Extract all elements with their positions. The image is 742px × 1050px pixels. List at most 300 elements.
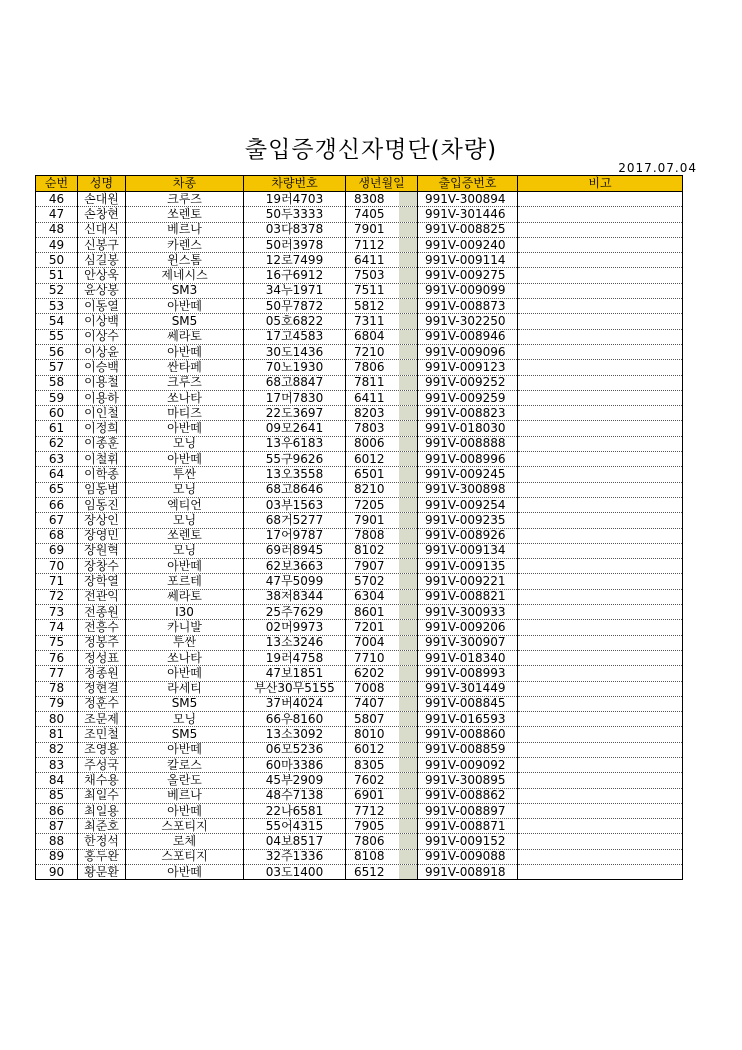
- cell-remarks: [518, 375, 683, 390]
- cell-name: 홍두완: [78, 849, 126, 864]
- cell-car-model: 베르나: [126, 788, 244, 803]
- cell-car-model: 스포티지: [126, 849, 244, 864]
- cell-birthdate: 8601: [346, 605, 418, 620]
- table-row: [36, 329, 683, 344]
- cell-seq: 82: [36, 742, 78, 757]
- cell-remarks: [518, 421, 683, 436]
- cell-remarks: [518, 390, 683, 405]
- table-row: [36, 712, 683, 727]
- cell-birthdate: 8210: [346, 482, 418, 497]
- cell-car-model: 올란도: [126, 773, 244, 788]
- cell-plate-number: 38저8344: [244, 589, 346, 604]
- header-name: 성명: [78, 176, 126, 192]
- cell-seq: 83: [36, 757, 78, 772]
- cell-plate-number: 50러3978: [244, 237, 346, 252]
- cell-birthdate: 7806: [346, 360, 418, 375]
- cell-pass-number: 991V-008825: [418, 222, 518, 237]
- cell-birthdate: 7112: [346, 237, 418, 252]
- cell-name: 한정석: [78, 834, 126, 849]
- cell-birthdate: 7803: [346, 421, 418, 436]
- cell-pass-number: 991V-018030: [418, 421, 518, 436]
- cell-birthdate: 5807: [346, 712, 418, 727]
- cell-plate-number: 12로7499: [244, 253, 346, 268]
- table-row: [36, 467, 683, 482]
- cell-pass-number: 991V-008859: [418, 742, 518, 757]
- cell-plate-number: 25주7629: [244, 605, 346, 620]
- cell-birthdate: 5812: [346, 299, 418, 314]
- cell-name: 정봉주: [78, 635, 126, 650]
- cell-name: 이용철: [78, 375, 126, 390]
- cell-name: 채수용: [78, 773, 126, 788]
- table-row: [36, 574, 683, 589]
- table-row: [36, 803, 683, 818]
- table-header-row: [36, 176, 683, 192]
- cell-car-model: 칼로스: [126, 757, 244, 772]
- cell-birthdate: 6804: [346, 329, 418, 344]
- cell-pass-number: 991V-009092: [418, 757, 518, 772]
- cell-birthdate: 7907: [346, 559, 418, 574]
- cell-name: 신봉구: [78, 237, 126, 252]
- cell-car-model: 아반떼: [126, 803, 244, 818]
- table-row: [36, 528, 683, 543]
- cell-name: 이동열: [78, 299, 126, 314]
- cell-seq: 55: [36, 329, 78, 344]
- cell-name: 장원혁: [78, 543, 126, 558]
- table-row: [36, 635, 683, 650]
- cell-seq: 72: [36, 589, 78, 604]
- cell-pass-number: 991V-009099: [418, 283, 518, 298]
- cell-birthdate: 7008: [346, 681, 418, 696]
- cell-remarks: [518, 712, 683, 727]
- cell-pass-number: 991V-008897: [418, 803, 518, 818]
- document-title: 출입증갱신자명단(차량): [244, 137, 498, 163]
- cell-seq: 84: [36, 773, 78, 788]
- table-row: [36, 283, 683, 298]
- cell-birthdate: 7712: [346, 803, 418, 818]
- cell-car-model: SM5: [126, 696, 244, 711]
- table-row: [36, 207, 683, 222]
- cell-car-model: 카니발: [126, 620, 244, 635]
- cell-pass-number: 991V-009152: [418, 834, 518, 849]
- cell-plate-number: 55구9626: [244, 452, 346, 467]
- cell-remarks: [518, 849, 683, 864]
- cell-remarks: [518, 650, 683, 665]
- cell-remarks: [518, 497, 683, 512]
- cell-car-model: 마티즈: [126, 406, 244, 421]
- table-row: [36, 834, 683, 849]
- cell-pass-number: 991V-008871: [418, 819, 518, 834]
- cell-seq: 57: [36, 360, 78, 375]
- cell-remarks: [518, 406, 683, 421]
- table-row: [36, 788, 683, 803]
- cell-plate-number: 50두3333: [244, 207, 346, 222]
- cell-car-model: 쎄라토: [126, 589, 244, 604]
- cell-seq: 56: [36, 344, 78, 359]
- cell-remarks: [518, 299, 683, 314]
- table-row: [36, 299, 683, 314]
- cell-birthdate: 8308: [346, 192, 418, 207]
- table-row: [36, 482, 683, 497]
- cell-birthdate: 7210: [346, 344, 418, 359]
- cell-seq: 85: [36, 788, 78, 803]
- cell-birthdate: 8010: [346, 727, 418, 742]
- cell-pass-number: 991V-009252: [418, 375, 518, 390]
- cell-pass-number: 991V-009134: [418, 543, 518, 558]
- cell-birthdate: 6512: [346, 865, 418, 880]
- cell-name: 이상백: [78, 314, 126, 329]
- cell-plate-number: 13소3246: [244, 635, 346, 650]
- cell-car-model: 아반떼: [126, 666, 244, 681]
- cell-seq: 71: [36, 574, 78, 589]
- cell-pass-number: 991V-009123: [418, 360, 518, 375]
- cell-remarks: [518, 696, 683, 711]
- table-row: [36, 742, 683, 757]
- cell-plate-number: 60마3386: [244, 757, 346, 772]
- cell-seq: 67: [36, 513, 78, 528]
- cell-remarks: [518, 192, 683, 207]
- cell-name: 정훈수: [78, 696, 126, 711]
- cell-name: 이정희: [78, 421, 126, 436]
- cell-plate-number: 06모5236: [244, 742, 346, 757]
- cell-birthdate: 7503: [346, 268, 418, 283]
- cell-seq: 75: [36, 635, 78, 650]
- cell-car-model: 포르테: [126, 574, 244, 589]
- cell-name: 신대식: [78, 222, 126, 237]
- cell-birthdate: 7811: [346, 375, 418, 390]
- cell-remarks: [518, 574, 683, 589]
- table-row: [36, 237, 683, 252]
- cell-plate-number: 17머7830: [244, 390, 346, 405]
- table-row: [36, 819, 683, 834]
- cell-name: 정성표: [78, 650, 126, 665]
- cell-birthdate: 7405: [346, 207, 418, 222]
- table-row: [36, 696, 683, 711]
- cell-plate-number: 68고8847: [244, 375, 346, 390]
- document-date: 2017.07.04: [618, 161, 697, 175]
- cell-remarks: [518, 803, 683, 818]
- cell-name: 조문제: [78, 712, 126, 727]
- cell-birthdate: 7004: [346, 635, 418, 650]
- cell-plate-number: 37버4024: [244, 696, 346, 711]
- cell-pass-number: 991V-008873: [418, 299, 518, 314]
- table-row: [36, 589, 683, 604]
- table-row: [36, 452, 683, 467]
- cell-pass-number: 991V-300898: [418, 482, 518, 497]
- cell-birthdate: 6304: [346, 589, 418, 604]
- table-row: [36, 773, 683, 788]
- cell-plate-number: 03도1400: [244, 865, 346, 880]
- header-remarks: 비고: [518, 176, 683, 192]
- cell-plate-number: 34누1971: [244, 283, 346, 298]
- cell-car-model: 엑티언: [126, 497, 244, 512]
- cell-birthdate: 7205: [346, 497, 418, 512]
- cell-plate-number: 16구6912: [244, 268, 346, 283]
- cell-name: 장학열: [78, 574, 126, 589]
- table-row: [36, 390, 683, 405]
- cell-remarks: [518, 452, 683, 467]
- cell-car-model: 스포티지: [126, 819, 244, 834]
- cell-remarks: [518, 436, 683, 451]
- cell-remarks: [518, 513, 683, 528]
- cell-seq: 64: [36, 467, 78, 482]
- cell-name: 전종원: [78, 605, 126, 620]
- cell-seq: 86: [36, 803, 78, 818]
- cell-car-model: 아반떼: [126, 299, 244, 314]
- table-row: [36, 268, 683, 283]
- cell-pass-number: 991V-009235: [418, 513, 518, 528]
- cell-name: 황문환: [78, 865, 126, 880]
- cell-plate-number: 부산30무5155: [244, 681, 346, 696]
- table-row: [36, 314, 683, 329]
- cell-pass-number: 991V-008888: [418, 436, 518, 451]
- cell-name: 이승백: [78, 360, 126, 375]
- cell-plate-number: 45부2909: [244, 773, 346, 788]
- cell-car-model: 쏘나타: [126, 650, 244, 665]
- cell-name: 전관익: [78, 589, 126, 604]
- table-row: [36, 421, 683, 436]
- cell-remarks: [518, 314, 683, 329]
- cell-seq: 69: [36, 543, 78, 558]
- cell-name: 장상인: [78, 513, 126, 528]
- table-row: [36, 344, 683, 359]
- table-row: [36, 513, 683, 528]
- cell-pass-number: 991V-009254: [418, 497, 518, 512]
- cell-seq: 54: [36, 314, 78, 329]
- cell-plate-number: 13오3558: [244, 467, 346, 482]
- cell-name: 손창현: [78, 207, 126, 222]
- cell-birthdate: 8203: [346, 406, 418, 421]
- cell-seq: 62: [36, 436, 78, 451]
- cell-car-model: 카렌스: [126, 237, 244, 252]
- cell-name: 이학종: [78, 467, 126, 482]
- cell-seq: 65: [36, 482, 78, 497]
- cell-birthdate: 7311: [346, 314, 418, 329]
- cell-birthdate: 7806: [346, 834, 418, 849]
- cell-birthdate: 8305: [346, 757, 418, 772]
- cell-birthdate: 7901: [346, 222, 418, 237]
- cell-car-model: 제네시스: [126, 268, 244, 283]
- cell-plate-number: 19러4703: [244, 192, 346, 207]
- header-car-model: 차종: [126, 176, 244, 192]
- cell-name: 안상욱: [78, 268, 126, 283]
- cell-remarks: [518, 834, 683, 849]
- header-plate-number: 차량번호: [244, 176, 346, 192]
- cell-plate-number: 55어4315: [244, 819, 346, 834]
- cell-car-model: 쏘나타: [126, 390, 244, 405]
- cell-birthdate: 6411: [346, 253, 418, 268]
- cell-pass-number: 991V-009114: [418, 253, 518, 268]
- table-row: [36, 727, 683, 742]
- cell-pass-number: 991V-008860: [418, 727, 518, 742]
- cell-pass-number: 991V-008821: [418, 589, 518, 604]
- cell-car-model: 모닝: [126, 436, 244, 451]
- cell-plate-number: 32주1336: [244, 849, 346, 864]
- cell-plate-number: 62보3663: [244, 559, 346, 574]
- cell-name: 주성국: [78, 757, 126, 772]
- cell-seq: 90: [36, 865, 78, 880]
- cell-car-model: 쏘렌토: [126, 528, 244, 543]
- table-row: [36, 666, 683, 681]
- cell-seq: 89: [36, 849, 78, 864]
- cell-remarks: [518, 559, 683, 574]
- cell-car-model: 베르나: [126, 222, 244, 237]
- table-row: [36, 360, 683, 375]
- cell-car-model: 쏘렌토: [126, 207, 244, 222]
- cell-name: 손대원: [78, 192, 126, 207]
- cell-car-model: 모닝: [126, 712, 244, 727]
- cell-birthdate: 7201: [346, 620, 418, 635]
- cell-name: 이상윤: [78, 344, 126, 359]
- table-row: [36, 757, 683, 772]
- cell-birthdate: 7901: [346, 513, 418, 528]
- cell-car-model: 윈스톰: [126, 253, 244, 268]
- cell-pass-number: 991V-300933: [418, 605, 518, 620]
- cell-pass-number: 991V-301446: [418, 207, 518, 222]
- cell-plate-number: 70노1930: [244, 360, 346, 375]
- cell-birthdate: 8102: [346, 543, 418, 558]
- cell-pass-number: 991V-008993: [418, 666, 518, 681]
- table-row: [36, 605, 683, 620]
- cell-plate-number: 05호6822: [244, 314, 346, 329]
- cell-seq: 73: [36, 605, 78, 620]
- cell-remarks: [518, 253, 683, 268]
- cell-car-model: 싼타페: [126, 360, 244, 375]
- cell-remarks: [518, 329, 683, 344]
- cell-pass-number: 991V-009275: [418, 268, 518, 283]
- cell-remarks: [518, 207, 683, 222]
- cell-remarks: [518, 681, 683, 696]
- cell-seq: 66: [36, 497, 78, 512]
- cell-remarks: [518, 666, 683, 681]
- cell-remarks: [518, 467, 683, 482]
- cell-seq: 60: [36, 406, 78, 421]
- cell-car-model: 아반떼: [126, 344, 244, 359]
- cell-car-model: 아반떼: [126, 421, 244, 436]
- cell-seq: 81: [36, 727, 78, 742]
- cell-remarks: [518, 865, 683, 880]
- cell-car-model: 모닝: [126, 543, 244, 558]
- cell-pass-number: 991V-009135: [418, 559, 518, 574]
- table-row: [36, 650, 683, 665]
- cell-birthdate: 8006: [346, 436, 418, 451]
- cell-pass-number: 991V-009240: [418, 237, 518, 252]
- cell-birthdate: 8108: [346, 849, 418, 864]
- cell-remarks: [518, 620, 683, 635]
- cell-seq: 46: [36, 192, 78, 207]
- cell-plate-number: 22나6581: [244, 803, 346, 818]
- cell-pass-number: 991V-009096: [418, 344, 518, 359]
- cell-seq: 51: [36, 268, 78, 283]
- table-row: [36, 559, 683, 574]
- cell-seq: 78: [36, 681, 78, 696]
- cell-car-model: 아반떼: [126, 452, 244, 467]
- cell-pass-number: 991V-008862: [418, 788, 518, 803]
- cell-car-model: 투싼: [126, 467, 244, 482]
- cell-birthdate: 7407: [346, 696, 418, 711]
- cell-pass-number: 991V-300907: [418, 635, 518, 650]
- cell-name: 임동진: [78, 497, 126, 512]
- cell-remarks: [518, 727, 683, 742]
- table-row: [36, 192, 683, 207]
- cell-birthdate: 6012: [346, 742, 418, 757]
- cell-pass-number: 991V-008946: [418, 329, 518, 344]
- cell-birthdate: 6411: [346, 390, 418, 405]
- cell-car-model: 모닝: [126, 513, 244, 528]
- cell-name: 조영용: [78, 742, 126, 757]
- cell-remarks: [518, 605, 683, 620]
- vehicle-pass-table: [35, 175, 683, 880]
- cell-car-model: 라세티: [126, 681, 244, 696]
- cell-pass-number: 991V-008823: [418, 406, 518, 421]
- cell-name: 정현걸: [78, 681, 126, 696]
- cell-pass-number: 991V-300895: [418, 773, 518, 788]
- cell-car-model: SM5: [126, 727, 244, 742]
- cell-seq: 77: [36, 666, 78, 681]
- cell-seq: 74: [36, 620, 78, 635]
- cell-seq: 70: [36, 559, 78, 574]
- cell-plate-number: 47보1851: [244, 666, 346, 681]
- cell-name: 이철휘: [78, 452, 126, 467]
- table-row: [36, 436, 683, 451]
- cell-pass-number: 991V-302250: [418, 314, 518, 329]
- cell-name: 이인철: [78, 406, 126, 421]
- cell-remarks: [518, 482, 683, 497]
- cell-remarks: [518, 773, 683, 788]
- cell-car-model: 아반떼: [126, 742, 244, 757]
- cell-name: 이용하: [78, 390, 126, 405]
- cell-birthdate: 7602: [346, 773, 418, 788]
- table-row: [36, 406, 683, 421]
- cell-plate-number: 50무7872: [244, 299, 346, 314]
- cell-name: 임동범: [78, 482, 126, 497]
- cell-name: 최준호: [78, 819, 126, 834]
- cell-name: 이상수: [78, 329, 126, 344]
- cell-seq: 50: [36, 253, 78, 268]
- cell-name: 조민철: [78, 727, 126, 742]
- cell-plate-number: 30도1436: [244, 344, 346, 359]
- table-row: [36, 620, 683, 635]
- cell-birthdate: 7808: [346, 528, 418, 543]
- cell-remarks: [518, 268, 683, 283]
- table-row: [36, 865, 683, 880]
- table-row: [36, 681, 683, 696]
- cell-remarks: [518, 819, 683, 834]
- cell-pass-number: 991V-009088: [418, 849, 518, 864]
- cell-seq: 68: [36, 528, 78, 543]
- cell-birthdate: 7905: [346, 819, 418, 834]
- cell-birthdate: 7710: [346, 650, 418, 665]
- cell-name: 장영민: [78, 528, 126, 543]
- cell-car-model: 투싼: [126, 635, 244, 650]
- cell-pass-number: 991V-008845: [418, 696, 518, 711]
- cell-car-model: 아반떼: [126, 559, 244, 574]
- cell-name: 최일용: [78, 803, 126, 818]
- cell-birthdate: 7511: [346, 283, 418, 298]
- cell-plate-number: 47무5099: [244, 574, 346, 589]
- cell-remarks: [518, 237, 683, 252]
- cell-pass-number: 991V-009221: [418, 574, 518, 589]
- cell-car-model: 로체: [126, 834, 244, 849]
- header-seq: 순번: [36, 176, 78, 192]
- cell-pass-number: 991V-018340: [418, 650, 518, 665]
- cell-plate-number: 03다8378: [244, 222, 346, 237]
- cell-name: 이종훈: [78, 436, 126, 451]
- cell-plate-number: 17고4583: [244, 329, 346, 344]
- cell-plate-number: 09모2641: [244, 421, 346, 436]
- cell-car-model: SM3: [126, 283, 244, 298]
- cell-remarks: [518, 543, 683, 558]
- cell-remarks: [518, 360, 683, 375]
